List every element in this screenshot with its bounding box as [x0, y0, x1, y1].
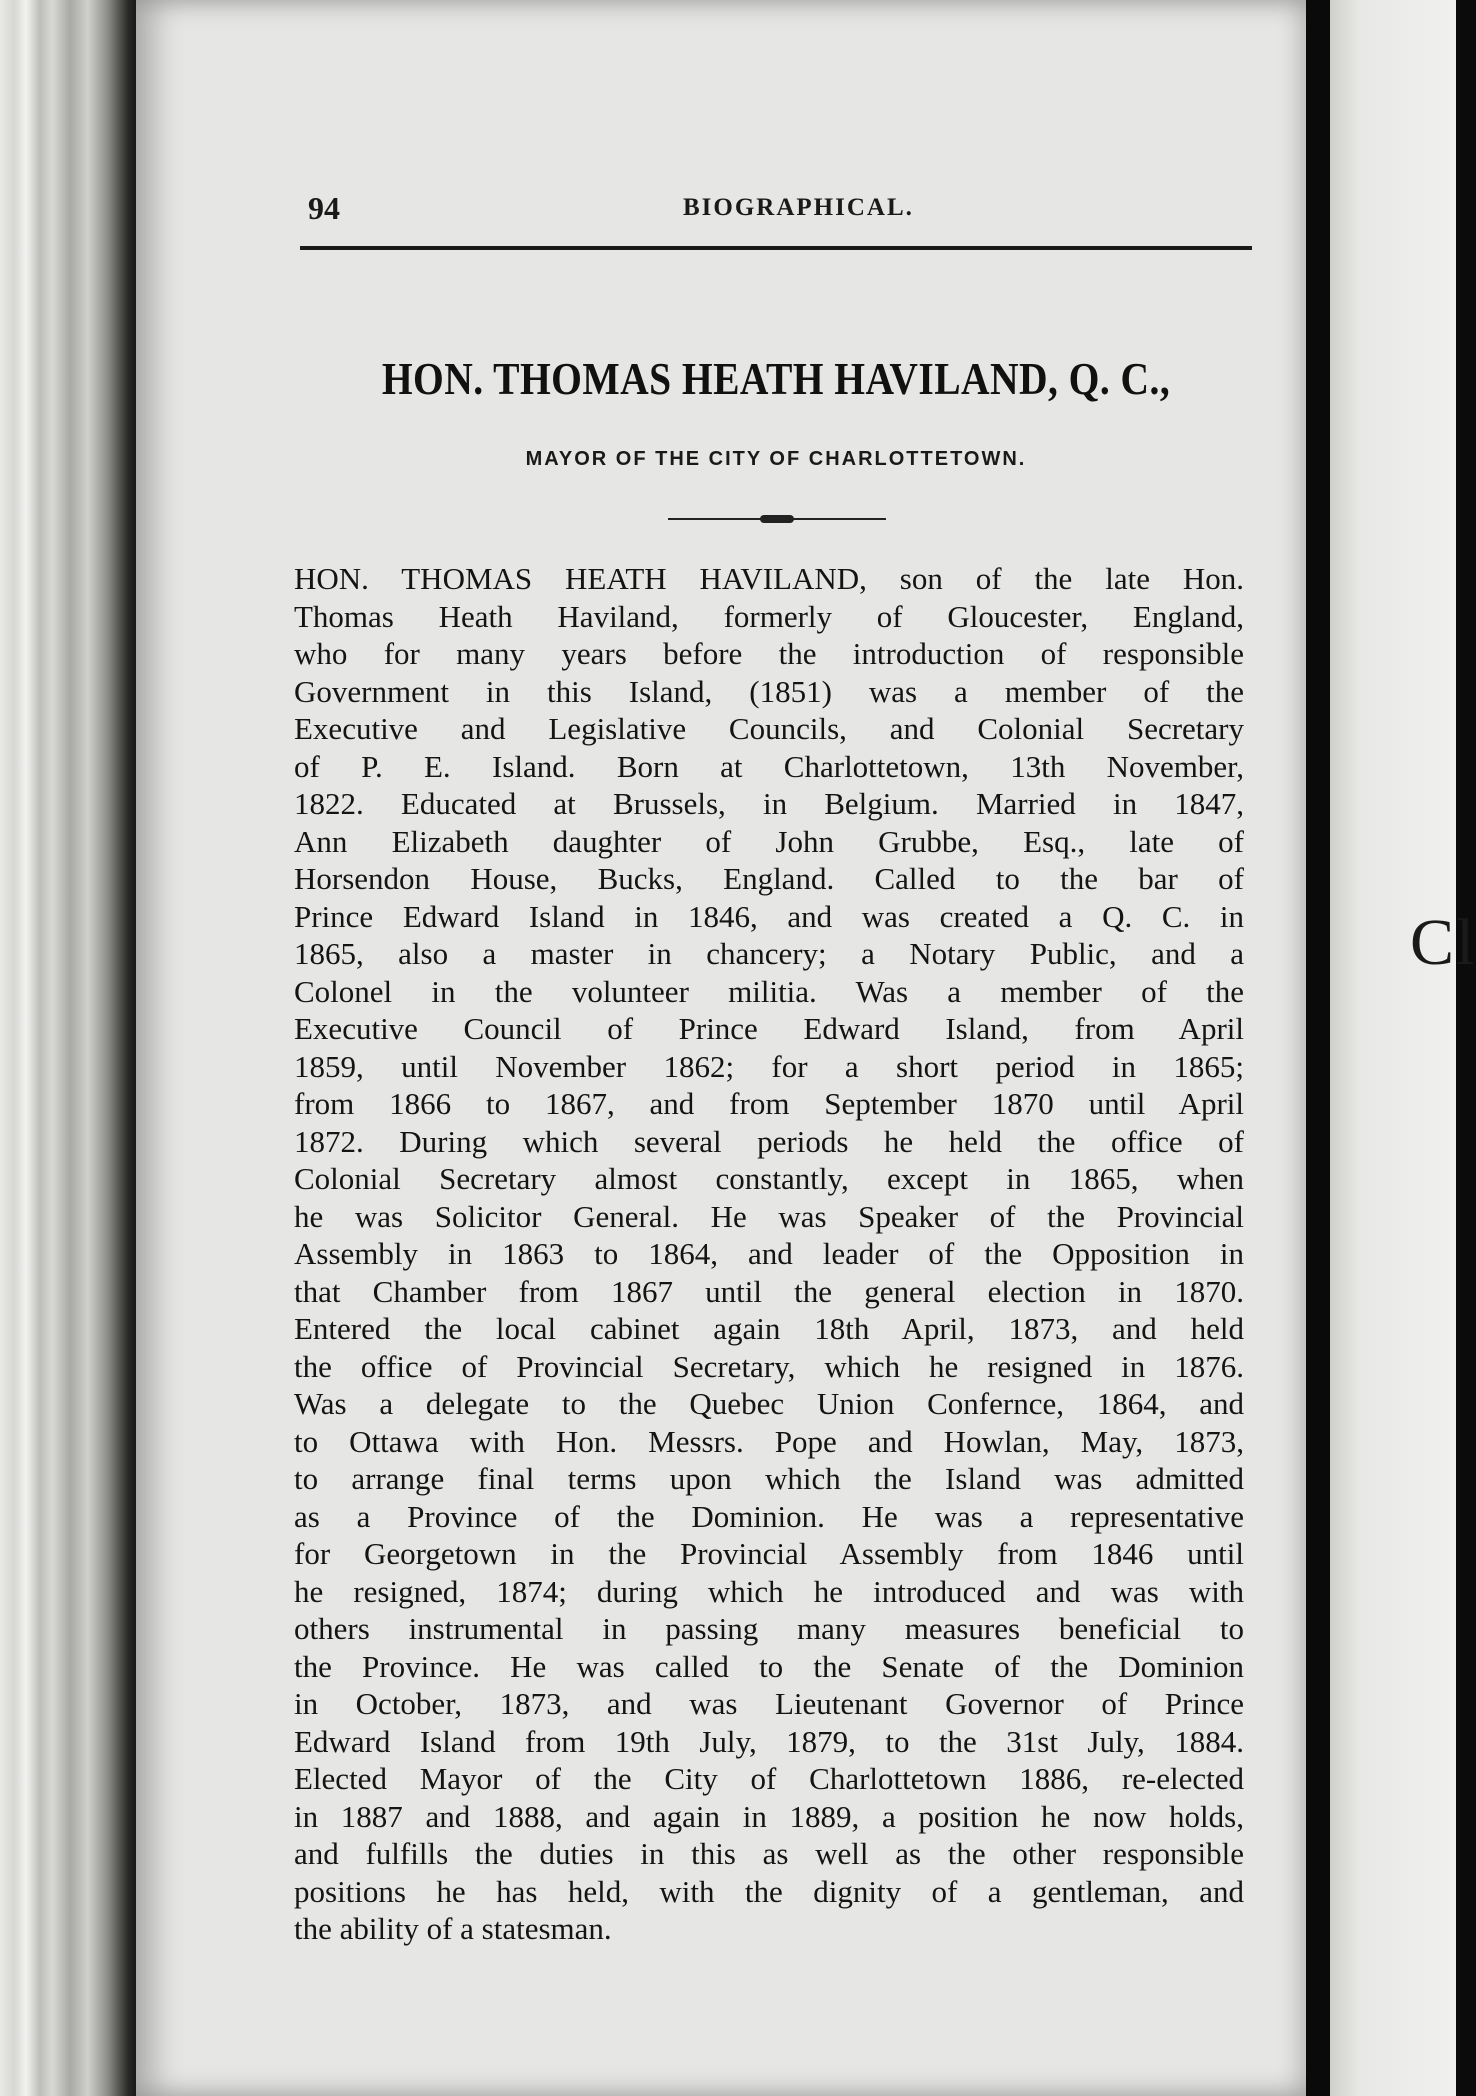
header-rule	[300, 246, 1252, 250]
text-line: Thomas Heath Haviland, formerly of Gloucester, England,	[294, 598, 1244, 634]
text-line: to Ottawa with Hon. Messrs. Pope and Howlan, May, 1873,	[294, 1423, 1244, 1459]
text-line: Executive and Legislative Councils, and Colonial Secretary	[294, 711, 1244, 746]
text-line: to arrange final terms upon which the Island was admitted	[294, 1461, 1244, 1496]
text-line: that Chamber from 1867 until the general election in 1870.	[294, 1273, 1244, 1309]
text-line: who for many years before the introduction of responsible	[294, 636, 1244, 671]
text-line: Edward Island from 19th July, 1879, to the 31st July, 1884.	[294, 1723, 1244, 1759]
text-line: 1859, until November 1862; for a short period in 1865;	[294, 1048, 1244, 1084]
text-line: Colonial Secretary almost constantly, except in 1865, when	[294, 1161, 1244, 1196]
text-line: HON. THOMAS HEATH HAVILAND, son of the late Hon.	[294, 561, 1244, 596]
text-line: Prince Edward Island in 1846, and was created a Q. C. in	[294, 898, 1244, 934]
biography-text	[294, 560, 1244, 1948]
page-number: 94	[308, 190, 340, 226]
text-line: the office of Provincial Secretary, which he resigned in 1876.	[294, 1348, 1244, 1384]
text-line: Executive Council of Prince Edward Island, from April	[294, 1011, 1244, 1046]
text-line: he was Solicitor General. He was Speaker of the Provincial	[294, 1198, 1244, 1234]
book-left-edge	[0, 0, 140, 2096]
text-line: Elected Mayor of the City of Charlottetown 1886, re-elected	[294, 1761, 1244, 1796]
text-line: the Province. He was called to the Senate of the Dominion	[294, 1648, 1244, 1684]
text-line: Government in this Island, (1851) was a member of the	[294, 673, 1244, 709]
book-gutter	[1306, 0, 1330, 2096]
facing-page-partial-text: Cl	[1410, 906, 1476, 979]
text-line: Ann Elizabeth daughter of John Grubbe, Esq., late of	[294, 823, 1244, 859]
text-line: the ability of a statesman.	[294, 1911, 612, 1946]
text-line: in October, 1873, and was Lieutenant Governor of Prince	[294, 1686, 1244, 1721]
running-head	[308, 190, 1252, 230]
text-line: in 1887 and 1888, and again in 1889, a position he now holds,	[294, 1798, 1244, 1834]
text-line: he resigned, 1874; during which he introduced and was with	[294, 1573, 1244, 1609]
text-line: Horsendon House, Bucks, England. Called to the bar of	[294, 861, 1244, 896]
text-line: 1872. During which several periods he held the office of	[294, 1123, 1244, 1159]
article-subtitle: MAYOR OF THE CITY OF CHARLOTTETOWN.	[525, 448, 1027, 470]
text-line: of P. E. Island. Born at Charlottetown, 13th November,	[294, 748, 1244, 784]
text-line: Entered the local cabinet again 18th April, 1873, and held	[294, 1311, 1244, 1346]
text-line: others instrumental in passing many measures beneficial to	[294, 1611, 1244, 1646]
text-line: Was a delegate to the Quebec Union Confernce, 1864, and	[294, 1386, 1244, 1421]
article-title: HON. THOMAS HEATH HAVILAND, Q. C.,	[381, 353, 1171, 404]
text-line: positions he has held, with the dignity of a gentleman, and	[294, 1873, 1244, 1909]
text-line: Assembly in 1863 to 1864, and leader of the Opposition in	[294, 1236, 1244, 1271]
divider-ornament	[760, 515, 794, 523]
text-line: for Georgetown in the Provincial Assembly from 1846 until	[294, 1536, 1244, 1571]
text-line: from 1866 to 1867, and from September 1870 until April	[294, 1086, 1244, 1121]
text-line: 1865, also a master in chancery; a Notary Public, and a	[294, 936, 1244, 971]
text-line: Colonel in the volunteer militia. Was a member of the	[294, 973, 1244, 1009]
section-heading: BIOGRAPHICAL.	[683, 194, 914, 221]
text-line: 1822. Educated at Brussels, in Belgium. Married in 1847,	[294, 786, 1244, 821]
text-line: as a Province of the Dominion. He was a representative	[294, 1498, 1244, 1534]
facing-page	[1330, 0, 1476, 2096]
ornamental-divider	[668, 515, 886, 523]
text-line: and fulfills the duties in this as well as the other responsible	[294, 1836, 1244, 1871]
